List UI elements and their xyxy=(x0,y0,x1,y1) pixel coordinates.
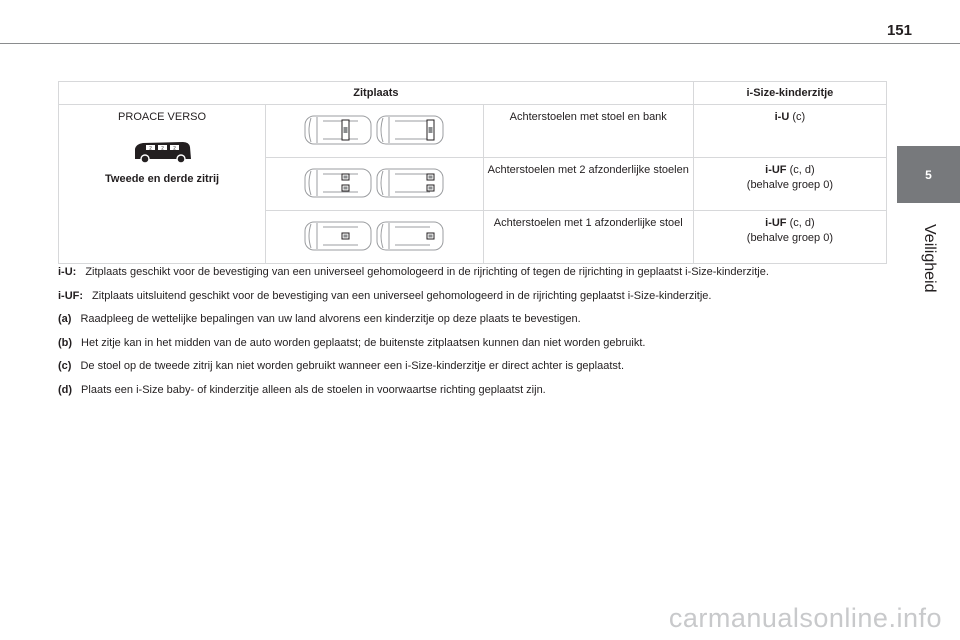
row-description: Achterstoelen met stoel en bank xyxy=(483,105,693,158)
svg-text:2: 2 xyxy=(173,146,176,152)
header-seat: Zitplaats xyxy=(59,82,694,105)
chapter-number: 5 xyxy=(925,167,932,182)
list-item xyxy=(58,313,858,337)
list-item xyxy=(58,337,858,361)
svg-text:2: 2 xyxy=(149,146,152,152)
note-text: De stoel op de tweede zitrij kan niet worden gebruikt wanneer een i-Size-kinderzitje er direct achter is geplaatst. xyxy=(80,360,625,372)
list-item xyxy=(58,266,858,290)
child-seat-table xyxy=(58,81,887,264)
vehicle-cell xyxy=(59,105,266,264)
table-header-row xyxy=(59,82,887,105)
header-divider xyxy=(0,43,960,44)
class-suffix: (c, d) xyxy=(786,164,815,176)
watermark: carmanualsonline.info xyxy=(668,603,942,633)
note-key: (c) xyxy=(58,360,72,372)
list-item xyxy=(58,290,858,314)
note-text: Zitplaats uitsluitend geschikt voor de bevestiging van een universeel gehomologeerd in de rijrichting geplaatst i-Size-kinderzitje. xyxy=(92,289,712,302)
seat-diagram-cell xyxy=(266,211,484,264)
table-row xyxy=(59,105,887,158)
list-item xyxy=(58,360,858,384)
note-key: i-UF: xyxy=(58,289,84,302)
seat-diagram-cell xyxy=(266,158,484,211)
footnotes xyxy=(58,266,858,407)
page-number: 151 xyxy=(886,22,912,39)
van-icon xyxy=(131,139,193,165)
note-key: (b) xyxy=(58,336,73,349)
class-note: (behalve groep 0) xyxy=(746,232,834,244)
note-key: i-U: xyxy=(58,266,77,278)
row-class xyxy=(693,105,886,158)
seat-layout-bench-icon xyxy=(303,113,445,147)
svg-text:2: 2 xyxy=(161,146,164,152)
note-text: Raadpleeg de wettelijke bepalingen van uw land alvorens een kinderzitje op deze plaats te bevestigen. xyxy=(80,313,581,325)
note-key: (a) xyxy=(58,313,72,325)
row-class xyxy=(693,211,886,264)
note-text: Plaats een i-Size baby- of kinderzitje alleen als de stoelen in voorwaartse richting geplaatst zijn. xyxy=(81,383,546,396)
row-class xyxy=(693,158,886,211)
row-description: Achterstoelen met 1 afzonderlijke stoel xyxy=(483,211,693,264)
class-suffix: (c) xyxy=(789,111,806,123)
chapter-tab[interactable] xyxy=(897,146,960,203)
class-note: (behalve groep 0) xyxy=(746,179,834,191)
note-text: Zitplaats geschikt voor de bevestiging van een universeel gehomologeerd in de rijrichting of tegen de rijrichting in geplaatst i-Size-kinderzitje. xyxy=(85,266,769,278)
note-text: Het zitje kan in het midden van de auto worden geplaatst; de buitenste zitplaatsen kunnen dan niet worden gebruikt. xyxy=(81,336,646,349)
class-suffix: (c, d) xyxy=(786,217,815,229)
row-description: Achterstoelen met 2 afzonderlijke stoelen xyxy=(483,158,693,211)
seat-layout-two-seats-icon xyxy=(303,166,445,200)
class-code: i-U xyxy=(774,111,790,123)
vehicle-rows-label: Tweede en derde zitrij xyxy=(105,173,220,185)
header-class: i-Size-kinderzitje xyxy=(693,82,886,105)
list-item xyxy=(58,384,858,408)
chapter-title: Veiligheid xyxy=(921,223,938,293)
seat-layout-one-seat-icon xyxy=(303,219,445,253)
class-code: i-UF xyxy=(765,217,787,229)
class-code: i-UF xyxy=(765,164,787,176)
note-key: (d) xyxy=(58,383,73,396)
seat-diagram-cell xyxy=(266,105,484,158)
vehicle-name: PROACE VERSO xyxy=(118,111,207,123)
